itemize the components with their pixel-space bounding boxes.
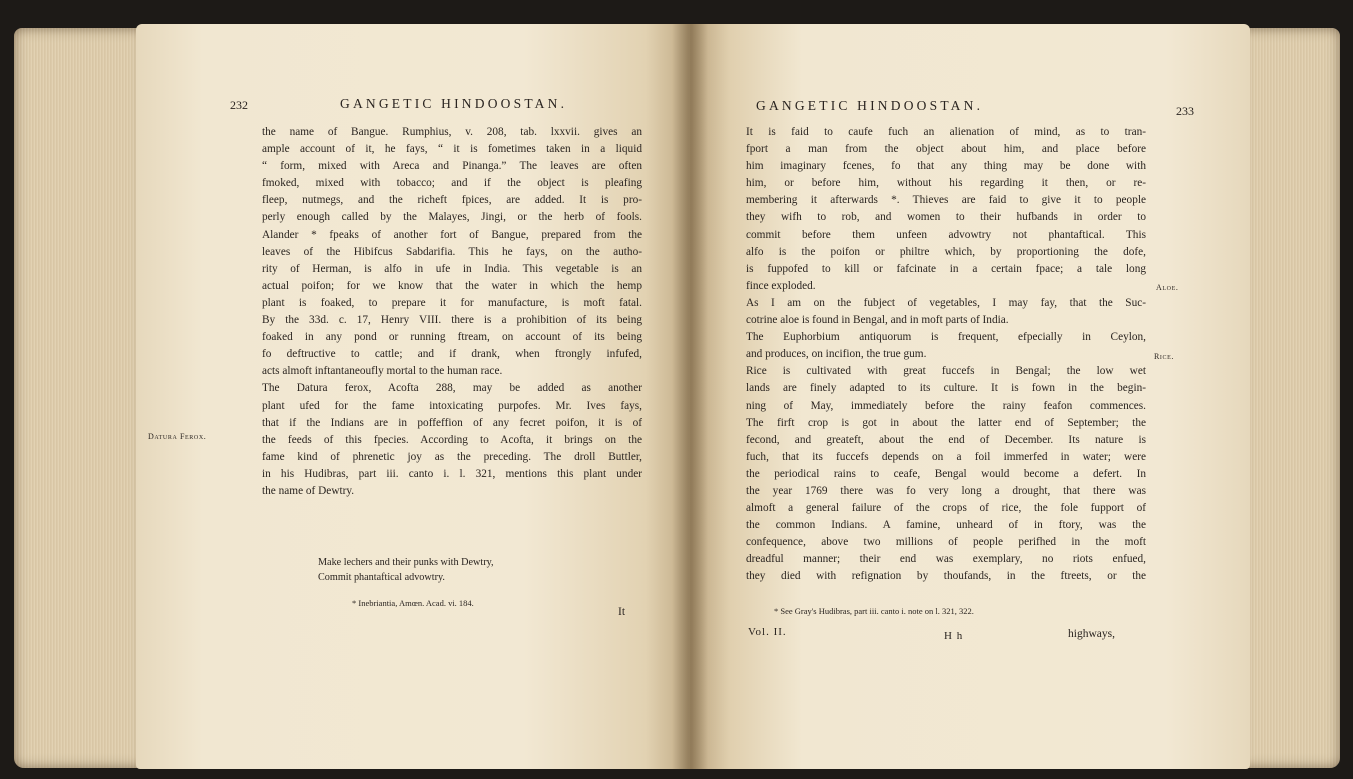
text-line: that if the Indians are in poffeffion of any fecret poifon, it is of — [262, 416, 642, 429]
text-line: actual poifon; for we know that the water in which the hemp — [262, 279, 642, 292]
text-line: him imaginary fcenes, fo that any thing may be done with — [746, 160, 1146, 173]
right-body-text — [746, 124, 1146, 586]
right-margin-note-aloe: Aloe. — [1156, 283, 1179, 292]
text-line: perly enough called by the Malayes, Jingi, or the herb of fools. — [262, 211, 642, 224]
left-page-number: 232 — [230, 98, 248, 112]
text-line: fame kind of phrenetic joy as the preceding. The droll Buttler, — [262, 450, 642, 463]
book-gutter — [672, 24, 708, 769]
text-line: fecond, and greateft, about the end of December. Its nature is — [746, 433, 1146, 446]
text-line: almoft a general failure of the crops of rice, the fole fupport of — [746, 502, 1146, 515]
text-line: By the 33d. c. 17, Henry VIII. there is a prohibition of its being — [262, 314, 642, 327]
text-line: Alander * fpeaks of another fort of Bangue, prepared from the — [262, 228, 642, 241]
text-line: lands are finely adapted to its culture. It is fown in the begin- — [746, 382, 1146, 395]
text-line: plant is foaked, to prepare it for manufacture, is moft fatal. — [262, 296, 642, 309]
text-line: fince exploded. — [746, 279, 816, 292]
text-line: they died with refignation by thoufands, in the ftreets, or the — [746, 570, 1146, 583]
text-line: Rice is cultivated with great fuccefs in Bengal; the low wet — [746, 365, 1146, 378]
text-line: As I am on the fubject of vegetables, I may fay, that the Suc- — [746, 296, 1146, 309]
text-line: fmoked, mixed with tobacco; and if the object is pleafing — [262, 177, 642, 190]
text-line: the feeds of this fpecies. According to Acofta, it brings on the — [262, 433, 642, 446]
text-line: membering it afterwards *. Thieves are faid to give it to people — [746, 194, 1146, 207]
text-line: confequence, above two millions of people perifhed in the moft — [746, 536, 1146, 549]
text-line: fport a man from the object about him, and place before — [746, 143, 1146, 156]
left-body-text — [262, 124, 642, 500]
right-margin-note-rice: Rice. — [1154, 352, 1175, 361]
volume-signature: Vol. II. — [748, 626, 787, 638]
text-line: and produces, on incifion, the true gum. — [746, 348, 927, 361]
text-line: in his Hudibras, part iii. canto i. l. 321, mentions this plant under — [262, 467, 642, 480]
text-line: the name of Bangue. Rumphius, v. 208, tab. lxxvii. gives an — [262, 126, 642, 138]
left-verse — [318, 555, 494, 585]
text-line: acts almoft inftantaneoufly mortal to the human race. — [262, 365, 503, 378]
left-page-edges — [14, 28, 144, 768]
text-line: fuch, that its fuccefs depends on a foil immerfed in water; were — [746, 450, 1146, 463]
text-line: The firft crop is got in about the latter end of September; the — [746, 416, 1146, 429]
text-line: commit before them unfeen advowtry not phantaftical. This — [746, 228, 1146, 241]
verse-line: Commit phantaftical advowtry. — [318, 572, 445, 583]
text-line: foaked in any pond or running ftream, on account of its being — [262, 331, 642, 344]
text-line: The Euphorbium antiquorum is frequent, efpecially in Ceylon, — [746, 331, 1146, 344]
left-catchword: It — [618, 606, 626, 618]
text-line: It is faid to caufe fuch an alienation of mind, as to tran- — [746, 126, 1146, 138]
text-line: the periodical rains to ceafe, Bengal would become a defert. In — [746, 467, 1146, 480]
text-line: leaves of the Hibifcus Sabdarifia. This he fays, on the autho- — [262, 245, 642, 258]
text-line: is fuppofed to kill or fafcinate in a certain fpace; a tale long — [746, 262, 1146, 275]
left-margin-note: Datura Ferox. — [148, 432, 207, 441]
text-line: the common Indians. A famine, unheard of in ftory, was the — [746, 519, 1146, 532]
text-line: the year 1769 there was fo very long a drought, that there was — [746, 484, 1146, 497]
text-line: ning of May, immediately before the rainy feafon commences. — [746, 399, 1146, 412]
left-running-head: GANGETIC HINDOOSTAN. — [340, 96, 568, 111]
text-line: they wifh to rob, and women to their hufbands in order to — [746, 211, 1146, 224]
text-line: The Datura ferox, Acofta 288, may be added as another — [262, 382, 642, 395]
text-line: plant ufed for the fame intoxicating purpofes. Mr. Ives fays, — [262, 399, 642, 412]
gathering-signature: H h — [944, 630, 964, 642]
text-line: cotrine aloe is found in Bengal, and in moft parts of India. — [746, 314, 1009, 327]
verse-line: Make lechers and their punks with Dewtry, — [318, 557, 494, 568]
right-page-edges — [1240, 28, 1340, 768]
right-page-number: 233 — [1176, 104, 1194, 118]
text-line: fleep, nutmegs, and the richeft fpices, are added. It is pro- — [262, 194, 642, 207]
text-line: fo deftructive to cattle; and if drank, when ftrongly infufed, — [262, 348, 642, 361]
text-line: him, or before him, without his regarding it then, or re- — [746, 177, 1146, 190]
text-line: rity of Herman, is alfo in ufe in India. This vegetable is an — [262, 262, 642, 275]
right-running-head: GANGETIC HINDOOSTAN. — [756, 98, 984, 113]
text-line: “ form, mixed with Areca and Pinanga.” The leaves are often — [262, 160, 642, 173]
right-footnote: * See Gray's Hudibras, part iii. canto i. note on l. 321, 322. — [774, 606, 974, 616]
left-footnote: * Inebriantia, Amœn. Acad. vi. 184. — [352, 598, 474, 608]
text-line: the name of Dewtry. — [262, 484, 355, 497]
right-catchword: highways, — [1068, 628, 1115, 640]
text-line: dreadful manner; their end was exemplary, no riots enfued, — [746, 553, 1146, 566]
text-line: ample account of it, he fays, “ it is fometimes taken in a liquid — [262, 143, 642, 156]
text-line: alfo is the poifon or philtre which, by proportioning the dofe, — [746, 245, 1146, 258]
